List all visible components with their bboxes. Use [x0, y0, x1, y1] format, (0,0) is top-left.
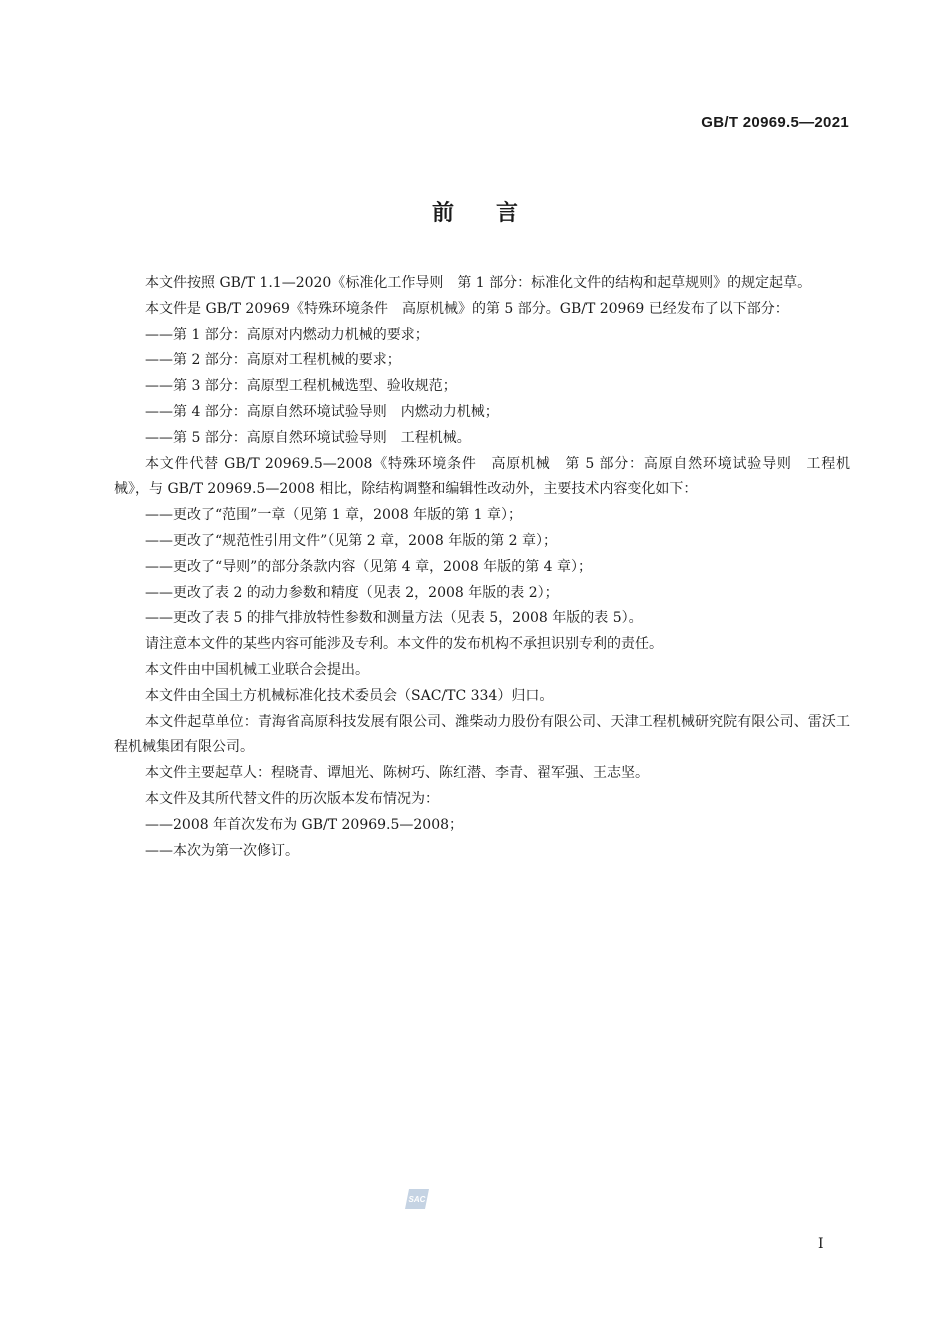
list-item: ——第 4 部分：高原自然环境试验导则 内燃动力机械；	[145, 403, 499, 420]
history-list	[114, 813, 850, 865]
list-item: ——第 5 部分：高原自然环境试验导则 工程机械。	[145, 429, 471, 446]
paragraph-series-intro: 本文件是 GB/T 20969《特殊环境条件 高原机械》的第 5 部分。GB/T 20969 已经发布了以下部分：	[145, 300, 789, 317]
list-item: ——更改了“规范性引用文件”（见第 2 章，2008 年版的第 2 章）；	[145, 532, 558, 549]
list-item: ——更改了“导则”的部分条款内容（见第 4 章，2008 年版的第 4 章）；	[145, 558, 593, 575]
page-title: 前言	[431, 201, 560, 226]
svg-text:SAC: SAC	[408, 1195, 426, 1204]
list-item: ——更改了表 5 的排气排放特性参数和测量方法（见表 5，2008 年版的表 5）。	[145, 610, 643, 627]
paragraph-drafters: 本文件主要起草人：程晓青、谭旭光、陈树巧、陈红潜、李青、翟军强、王志坚。	[145, 765, 649, 782]
list-item: ——更改了表 2 的动力参数和精度（见表 2，2008 年版的表 2）；	[145, 584, 559, 601]
page-number: I	[818, 1236, 824, 1252]
paragraph-committee: 本文件由全国土方机械标准化技术委员会（SAC/TC 334）归口。	[145, 687, 554, 704]
paragraph-drafting-rules: 本文件按照 GB/T 1.1—2020《标准化工作导则 第 1 部分：标准化文件的结构和起草规则》的规定起草。	[145, 275, 812, 291]
paragraph-patent-notice: 请注意本文件的某些内容可能涉及专利。本文件的发布机构不承担识别专利的责任。	[145, 636, 663, 653]
list-item: ——更改了“范围”一章（见第 1 章，2008 年版的第 1 章）；	[145, 507, 523, 524]
paragraph-history-intro: 本文件及其所代替文件的历次版本发布情况为：	[145, 790, 439, 807]
changes-list	[114, 503, 850, 632]
document-code: GB/T 20969.5—2021	[701, 114, 849, 131]
sac-watermark-logo	[403, 1187, 431, 1211]
paragraph-drafting-units: 本文件起草单位：青海省高原科技发展有限公司、潍柴动力股份有限公司、天津工程机械研究院有限公司、雷沃工程机械集团有限公司。	[114, 713, 850, 756]
foreword-body	[114, 271, 850, 864]
list-item: ——第 1 部分：高原对内燃动力机械的要求；	[145, 326, 429, 343]
parts-list	[114, 323, 850, 452]
list-item: ——第 3 部分：高原型工程机械选型、验收规范；	[145, 378, 457, 395]
paragraph-replacement: 本文件代替 GB/T 20969.5—2008《特殊环境条件 高原机械 第 5 部分：高原自然环境试验导则 工程机械》，与 GB/T 20969.5—2008 相比，除结构调整和编辑性改动外，主要技术内容变化如下：	[114, 455, 850, 498]
paragraph-proposer: 本文件由中国机械工业联合会提出。	[145, 661, 369, 678]
list-item: ——本次为第一次修订。	[145, 842, 299, 859]
list-item: ——第 2 部分：高原对工程机械的要求；	[145, 352, 401, 369]
list-item: ——2008 年首次发布为 GB/T 20969.5—2008；	[145, 816, 464, 833]
